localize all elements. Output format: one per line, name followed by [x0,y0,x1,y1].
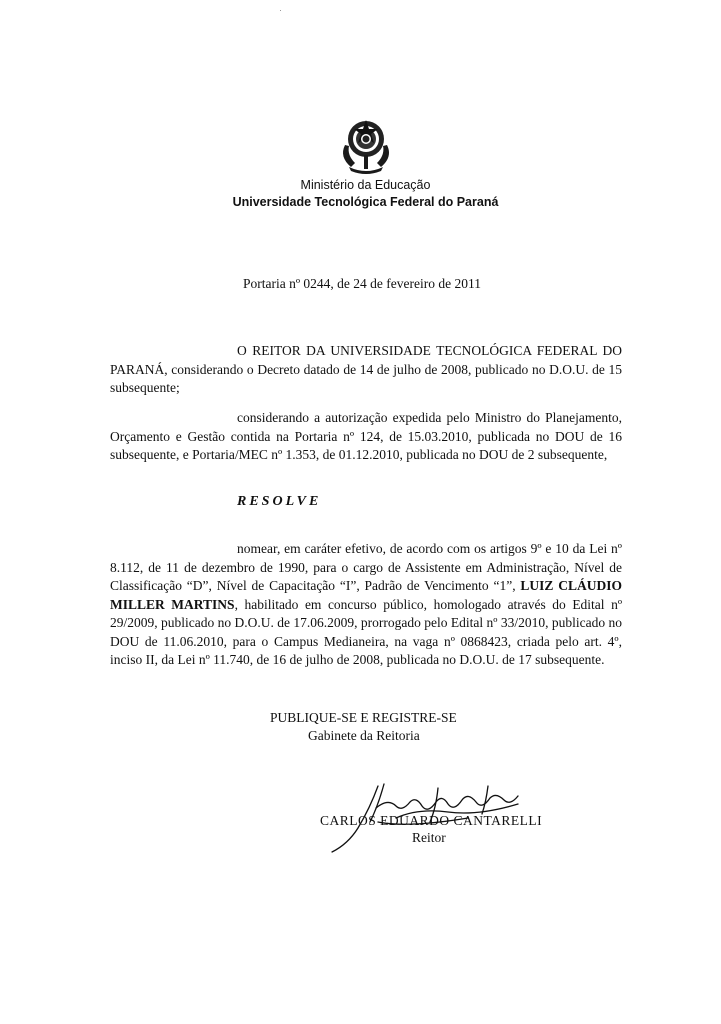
paragraph-reitor [110,342,622,398]
paragraph-nomear [110,540,622,670]
signer-name: CARLOS EDUARDO CANTARELLI [320,813,543,828]
signer-role: Reitor [412,830,446,845]
university-name: Universidade Tecnológica Federal do Paraná [232,195,499,209]
paragraph-nomear-text-after: , habilitado em concurso público, homologado através do Edital nº 29/2009, publicado no D.O.U. de 17.06.2009, prorrogado pelo Edital nº 33/2010, publicado no DOU de 11.06.2010, para o Campus Medianeira, na vaga nº 0868423, criada pelo art. 4º, inciso II, da Lei nº 11.740, de 16 de julho de 2008, publicada no D.O.U. de 17 subsequente. [110,596,622,667]
paragraph-considerando [110,409,622,465]
scan-speck [280,10,281,11]
ministry-name: Ministério da Educação [300,178,431,192]
publique-registre: PUBLIQUE-SE E REGISTRE-SE [270,710,457,725]
appointee-name: LUIZ CLÁUDIO MILLER MARTINS [110,578,622,612]
portaria-title: Portaria nº 0244, de 24 de fevereiro de 2011 [243,276,481,291]
coat-of-arms-seal [331,115,401,177]
paragraph-nomear-text-before: nomear, em caráter efetivo, de acordo com os artigos 9º e 10 da Lei nº 8.112, de 11 de dezembro de 1990, para o cargo de Assistente em Administração, Nível de Classificação “D”, Nível de Capacitação “I”, Padrão de Vencimento “1”, [110,541,622,593]
gabinete-reitoria: Gabinete da Reitoria [308,728,420,743]
paragraph-considerando-text: considerando a autorização expedida pelo Ministro do Planejamento, Orçamento e Gestão contida na Portaria nº 124, de 15.03.2010, publicada no DOU de 16 subsequente, e Portaria/MEC nº 1.353, de 01.12.2010, publicada no DOU de 2 subsequente, [110,410,622,462]
resolve-heading: RESOLVE [237,494,322,509]
handwritten-signature [318,778,543,858]
paragraph-reitor-text: O REITOR DA UNIVERSIDADE TECNOLÓGICA FEDERAL DO PARANÁ, considerando o Decreto datado de 14 de julho de 2008, publicado no D.O.U. de 15 subsequente; [110,343,622,395]
